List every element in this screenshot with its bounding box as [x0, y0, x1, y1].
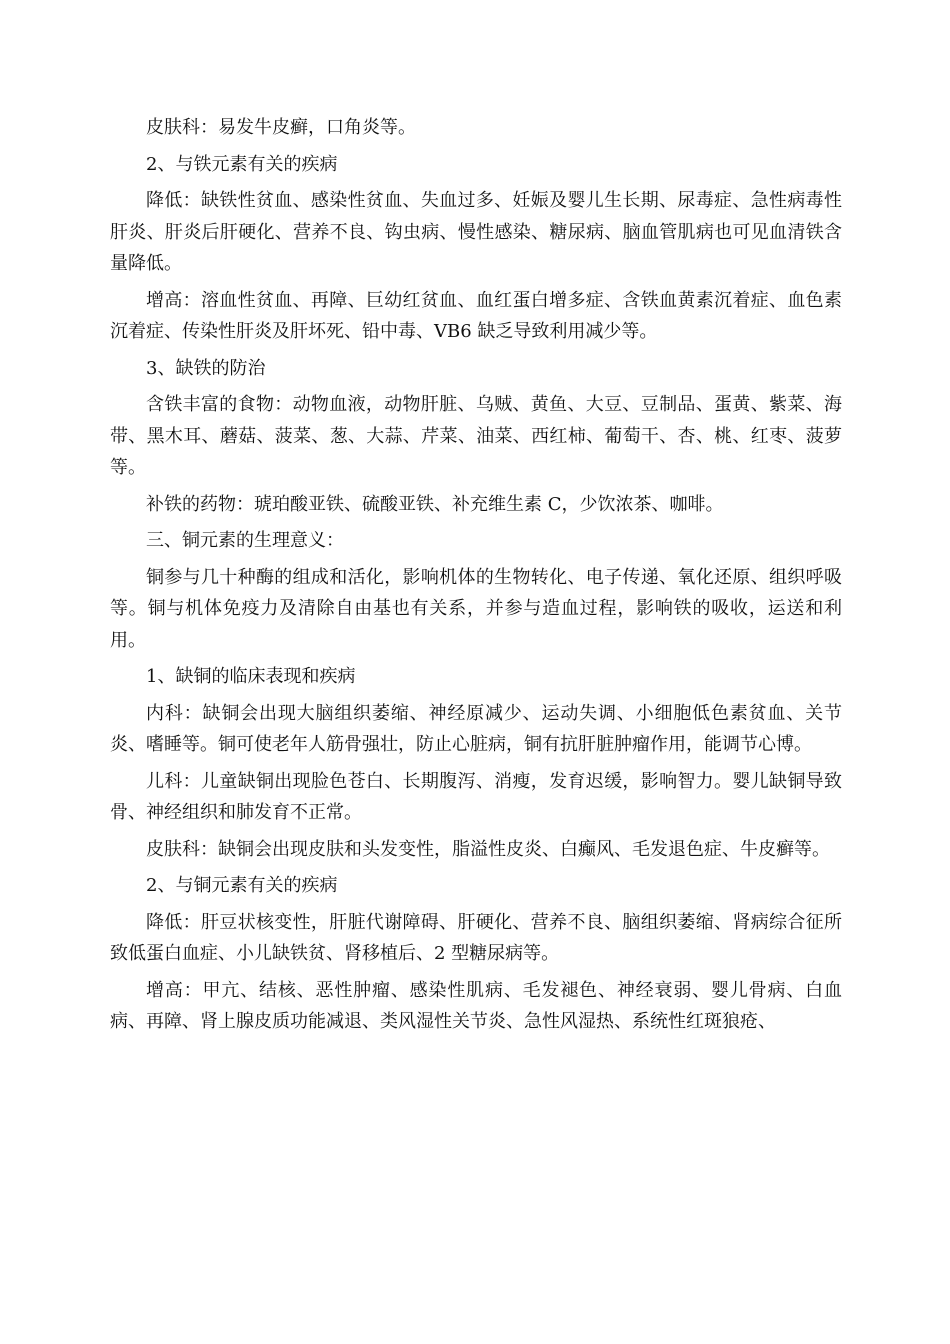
paragraph-copper-increase: 增高：甲亢、结核、恶性肿瘤、感染性肌病、毛发褪色、神经衰弱、婴儿骨病、白血病、再障、肾上腺皮质功能减退、类风湿性关节炎、急性风湿热、系统性红斑狼疮、 — [110, 979, 842, 1032]
paragraph-copper-function: 铜参与几十种酶的组成和活化，影响机体的生物转化、电子传递、氧化还原、组织呼吸等。铜与机体免疫力及清除自由基也有关系，并参与造血过程，影响铁的吸收，运送和利用。 — [110, 566, 842, 651]
document-body — [110, 112, 842, 1043]
paragraph-iron-increase: 增高：溶血性贫血、再障、巨幼红贫血、血红蛋白增多症、含铁血黄素沉着症、血色素沉着症、传染性肝炎及肝坏死、铅中毒、VB6 缺乏导致利用减少等。 — [110, 289, 842, 342]
paragraph-iron-foods: 含铁丰富的食物：动物血液，动物肝脏、乌贼、黄鱼、大豆、豆制品、蛋黄、紫菜、海带、黑木耳、蘑菇、菠菜、葱、大蒜、芹菜、油菜、西红柿、葡萄干、杏、桃、红枣、菠萝等。 — [110, 394, 842, 478]
heading-copper-significance: 三、铜元素的生理意义： — [146, 530, 344, 551]
paragraph-copper-pediatrics: 儿科：儿童缺铜出现脸色苍白、长期腹泻、消瘦，发育迟缓，影响智力。婴儿缺铜导致骨、神经组织和肺发育不正常。 — [110, 770, 842, 823]
paragraph-copper-decrease: 降低：肝豆状核变性，肝脏代谢障碍、肝硬化、营养不良、脑组织萎缩、肾病综合征所致低蛋白血症、小儿缺铁贫、肾移植后、2 型糖尿病等。 — [110, 911, 842, 964]
paragraph-iron-decrease: 降低：缺铁性贫血、感染性贫血、失血过多、妊娠及婴儿生长期、尿毒症、急性病毒性肝炎、肝炎后肝硬化、营养不良、钩虫病、慢性感染、糖尿病、脑血管肌病也可见血清铁含量降低。 — [110, 190, 842, 274]
paragraph-dermatology-iron: 皮肤科：易发牛皮癣，口角炎等。 — [146, 117, 416, 138]
heading-iron-diseases: 2、与铁元素有关的疾病 — [146, 153, 338, 175]
paragraph-copper-internal: 内科：缺铜会出现大脑组织萎缩、神经原减少、运动失调、小细胞低色素贫血、关节炎、嗜睡等。铜可使老年人筋骨强壮，防止心脏病，铜有抗肝脏肿瘤作用，能调节心博。 — [110, 702, 842, 755]
paragraph-copper-dermatology: 皮肤科：缺铜会出现皮肤和头发变性，脂溢性皮炎、白癫风、毛发退色症、牛皮癣等。 — [146, 838, 830, 860]
paragraph-iron-drugs: 补铁的药物：琥珀酸亚铁、硫酸亚铁、补充维生素 C，少饮浓茶、咖啡。 — [146, 493, 724, 515]
heading-copper-diseases: 2、与铜元素有关的疾病 — [146, 875, 338, 896]
heading-iron-prevention: 3、缺铁的防治 — [146, 357, 266, 379]
heading-copper-deficiency: 1、缺铜的临床表现和疾病 — [146, 666, 356, 687]
